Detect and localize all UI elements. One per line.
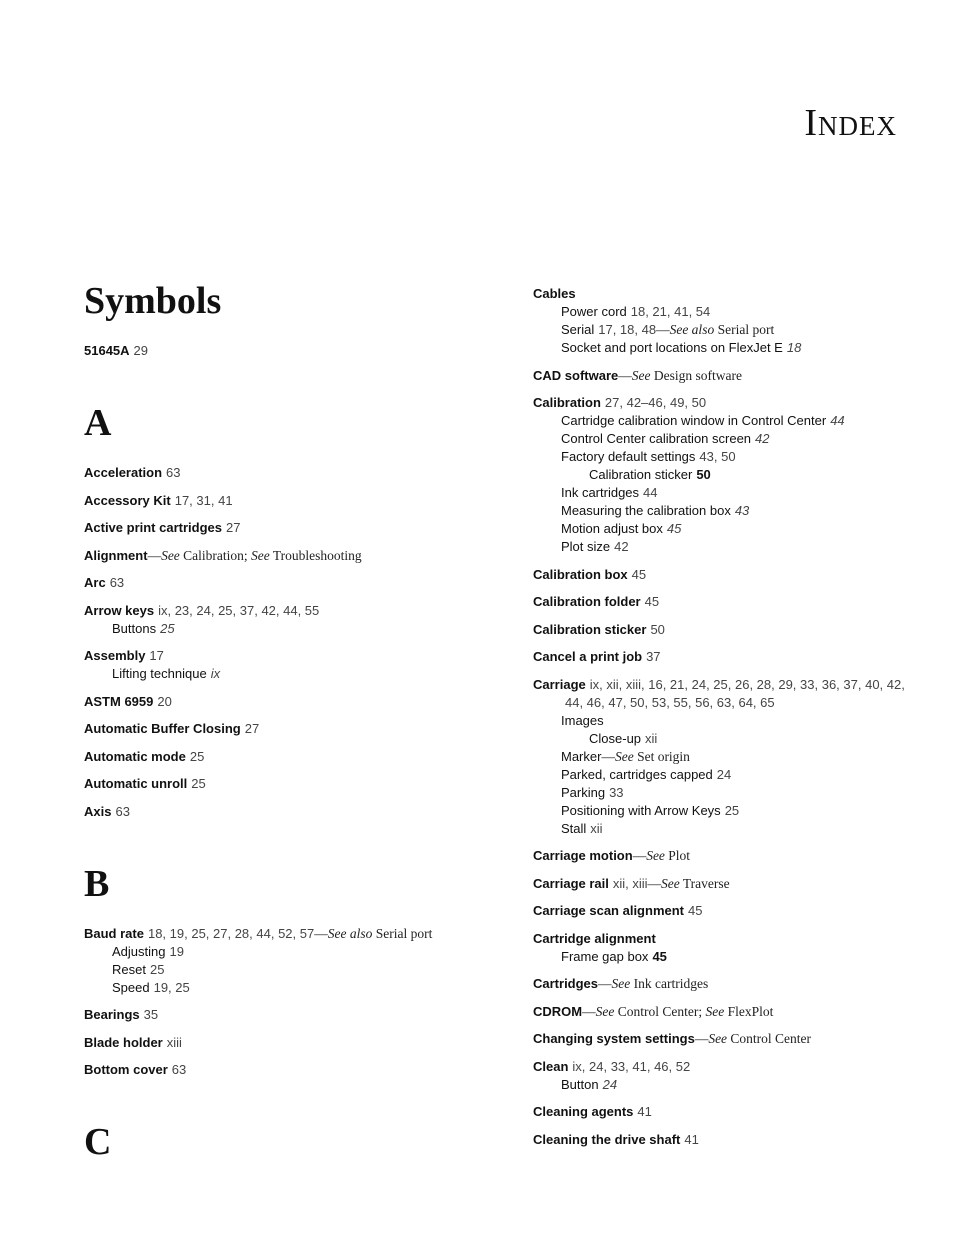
entry-line: [84, 647, 504, 665]
subentry-term: Close-up: [589, 730, 642, 746]
entry-line: [533, 1058, 923, 1076]
entry-line: [533, 1030, 923, 1048]
subentry-term: Cartridge calibration window in Control Center: [561, 413, 827, 428]
index-subentry: [533, 502, 923, 520]
subentry-pages: ix: [210, 666, 221, 681]
subentry-pages: 18: [786, 340, 802, 355]
subentry-pages: 18, 21, 41, 54: [630, 304, 711, 319]
entry-term: Cartridge alignment: [533, 930, 656, 946]
entry-line: [84, 693, 504, 711]
entry-term: Carriage motion: [533, 848, 633, 863]
index-subentry: [84, 620, 504, 638]
entry-line: [84, 574, 504, 592]
subentry-term: Motion adjust box: [561, 521, 663, 536]
entry-line: [533, 1003, 923, 1021]
subentry-term: Serial: [561, 322, 595, 337]
index-subentry: [84, 979, 504, 997]
index-entry: [84, 693, 504, 711]
index-subentry: [533, 712, 923, 730]
index-entry: [84, 720, 504, 738]
entry-term: Automatic Buffer Closing: [84, 721, 241, 736]
index-subentry: [533, 1076, 923, 1094]
see-label: See: [661, 875, 680, 891]
section-letter: Symbols: [84, 280, 222, 322]
index-subentry: [533, 730, 923, 748]
entry-pages: 27, 42–46, 49, 50: [604, 395, 707, 410]
see-reference: —See Ink cartridges: [598, 976, 709, 991]
entry-line: [84, 775, 504, 793]
entry-pages: 27: [244, 721, 260, 736]
subentry-pages: xii: [645, 730, 658, 746]
entry-pages: 63: [171, 1062, 187, 1077]
subentry-pages: 19, 25: [153, 979, 190, 995]
see-reference: —See also Serial port: [314, 925, 433, 941]
entry-line: [84, 748, 504, 766]
index-entry: [84, 803, 504, 821]
subentry-pages: 42: [755, 431, 770, 446]
index-entry: [533, 394, 923, 556]
see-reference: —See Traverse: [647, 875, 730, 891]
entry-pages: 63: [109, 575, 125, 590]
index-subentry: [84, 961, 504, 979]
entry-line: [533, 367, 923, 385]
see-label: See: [614, 748, 634, 764]
entry-pages: 37: [646, 649, 661, 664]
entry-term: Cables: [533, 286, 576, 301]
entry-pages: ix, 23, 24, 25, 37, 42, 44, 55: [158, 602, 320, 618]
subentry-term: Reset: [112, 961, 146, 977]
index-subentry: [533, 948, 923, 966]
entry-term: Bearings: [84, 1007, 140, 1022]
entry-term: Bottom cover: [84, 1062, 168, 1077]
entry-term: Cancel a print job: [533, 649, 643, 664]
entry-term: ASTM 6959: [84, 693, 154, 709]
see-label: See: [251, 547, 270, 563]
see-reference: —See Design software: [618, 367, 742, 383]
entry-pages: xii, xiii: [612, 875, 648, 891]
entry-term: Carriage scan alignment: [533, 903, 684, 918]
entry-line: [533, 1131, 923, 1149]
entry-pages: 29: [133, 343, 149, 358]
index-entry: [533, 1003, 923, 1021]
see-reference: —See Control Center; See FlexPlot: [582, 1003, 774, 1019]
entry-pages: 18, 19, 25, 27, 28, 44, 52, 57: [147, 925, 315, 941]
entry-term: Axis: [84, 803, 112, 819]
entry-term: Alignment: [84, 547, 148, 563]
index-entry: [84, 519, 504, 537]
index-entry: [84, 748, 504, 766]
see-label: See: [646, 848, 665, 863]
section-letter: C: [84, 1121, 112, 1163]
entry-line: [533, 930, 923, 948]
entry-line: [533, 593, 923, 611]
see-reference: —See also Serial port: [656, 322, 775, 337]
index-subentry: [533, 766, 923, 784]
subentry-pages: 24: [716, 766, 732, 782]
subentry-pages: 43: [734, 503, 750, 518]
see-label: See also: [327, 925, 373, 941]
index-subentry: [533, 538, 923, 556]
entry-pages: 63: [115, 803, 130, 819]
subentry-term: Marker: [561, 748, 602, 764]
subentry-term: Factory default settings: [561, 449, 696, 464]
entry-line: [533, 621, 923, 639]
subentry-pages: 25: [724, 802, 740, 818]
entry-term: Calibration folder: [533, 594, 641, 609]
subentry-term: Control Center calibration screen: [561, 431, 752, 446]
entry-term: Changing system settings: [533, 1031, 695, 1046]
entry-line: [533, 1103, 923, 1121]
entry-line: [84, 519, 504, 537]
entry-pages: ix, 24, 33, 41, 46, 52: [572, 1058, 691, 1074]
index-entry: [84, 492, 504, 510]
entry-pages: 17, 31, 41: [174, 492, 233, 508]
entry-line: [84, 720, 504, 738]
entry-term: Baud rate: [84, 925, 144, 941]
entry-term: Carriage: [533, 676, 586, 692]
subentry-term: Positioning with Arrow Keys: [561, 802, 721, 818]
index-entry: [533, 875, 923, 893]
index-subentry: [533, 748, 923, 766]
entry-term: 51645A: [84, 343, 130, 358]
entry-line: [84, 1061, 504, 1079]
subentry-term: Socket and port locations on FlexJet E: [561, 340, 783, 355]
entry-term: Clean: [533, 1058, 569, 1074]
entry-term: Active print cartridges: [84, 520, 222, 535]
see-reference: —See Plot: [632, 848, 691, 863]
subentry-pages: 25: [149, 961, 165, 977]
index-subentry: [533, 321, 923, 339]
entry-line: [533, 285, 923, 303]
entry-pages: 35: [143, 1007, 159, 1022]
entry-pages-continued: 44, 46, 47, 50, 53, 55, 56, 63, 64, 65: [565, 694, 775, 710]
subentry-term: Power cord: [561, 304, 627, 319]
index-entry: [84, 547, 504, 565]
index-entry: [84, 464, 504, 482]
entry-line: [84, 925, 504, 943]
entry-line: [533, 902, 923, 920]
see-reference: —See Calibration; See Troubleshooting: [147, 547, 362, 563]
see-label: See: [705, 1003, 725, 1019]
entry-line: [84, 1006, 504, 1024]
subentry-term: Adjusting: [112, 943, 166, 959]
index-entry: [533, 593, 923, 611]
entry-pages: 25: [191, 776, 206, 791]
entry-pages: 20: [157, 693, 172, 709]
index-entry: [533, 1131, 923, 1149]
see-reference: —See Control Center: [694, 1031, 812, 1046]
index-entry: [84, 1034, 504, 1052]
index-subentry: [533, 520, 923, 538]
entry-line: [84, 547, 504, 565]
index-entry: [533, 676, 923, 838]
subentry-pages: 33: [609, 784, 624, 800]
entry-term: Arrow keys: [84, 602, 155, 618]
entry-line: [84, 803, 504, 821]
section-letter: B: [84, 862, 110, 905]
index-section: [84, 280, 504, 360]
subentry-term: Plot size: [561, 539, 611, 554]
index-entry: [84, 775, 504, 793]
subentry-pages: 50: [696, 467, 711, 482]
entry-term: Cleaning agents: [533, 1104, 634, 1119]
subentry-pages: 44: [643, 485, 658, 500]
entry-term: Automatic unroll: [84, 776, 188, 791]
subentry-pages: 44: [830, 413, 845, 428]
subentry-pages: 42: [614, 539, 629, 554]
entry-pages: ix, xii, xiii, 16, 21, 24, 25, 26, 28, 29, 33, 36, 37, 40, 42,: [589, 676, 905, 692]
index-entry: [533, 1030, 923, 1048]
index-entry: [533, 566, 923, 584]
index-subentry: [533, 820, 923, 838]
entry-term: Accessory Kit: [84, 492, 171, 508]
index-subentry: [533, 430, 923, 448]
entry-line: [533, 676, 923, 694]
section-letter: A: [84, 402, 112, 444]
entry-line: [84, 464, 504, 482]
index-section: [84, 863, 504, 1080]
subentry-pages: 45: [652, 948, 667, 964]
entry-pages: 41: [637, 1104, 652, 1119]
subentry-pages: 45: [666, 521, 682, 536]
entry-term: Calibration box: [533, 566, 628, 582]
subentry-term: Images: [561, 712, 604, 728]
index-entry: [533, 285, 923, 357]
entry-term: Carriage rail: [533, 875, 609, 891]
see-label: See: [595, 1003, 615, 1019]
index-subentry: [533, 484, 923, 502]
subentry-term: Parking: [561, 784, 606, 800]
entry-pages: xiii: [166, 1034, 182, 1050]
entry-line: [84, 1034, 504, 1052]
entry-pages: 45: [631, 566, 647, 582]
subentry-pages: 25: [160, 620, 175, 636]
subentry-term: Buttons: [112, 620, 157, 636]
entry-term: Blade holder: [84, 1034, 163, 1050]
index-entry: [84, 925, 504, 997]
index-subentry: [533, 412, 923, 430]
entry-term: Calibration: [533, 395, 601, 410]
subentry-term: Speed: [112, 979, 150, 995]
entry-line: [533, 847, 923, 865]
index-entry: [533, 902, 923, 920]
see-reference: —See Set origin: [601, 748, 690, 764]
index-section: [84, 402, 504, 821]
subentry-pages: 24: [602, 1076, 618, 1092]
entry-term: Arc: [84, 575, 106, 590]
index-entry: [84, 1061, 504, 1079]
index-entry: [533, 1103, 923, 1121]
entry-line: [533, 975, 923, 993]
entry-term: CAD software: [533, 367, 619, 383]
index-column-right: [533, 285, 923, 1158]
entry-line: [533, 648, 923, 666]
entry-pages: 17: [149, 648, 164, 663]
subentry-term: Frame gap box: [561, 948, 649, 964]
entry-term: Assembly: [84, 648, 146, 663]
see-label: See also: [669, 322, 715, 337]
index-entry: [84, 602, 504, 638]
subentry-term: Stall: [561, 820, 587, 836]
page-title: Index: [804, 102, 897, 144]
subentry-term: Button: [561, 1076, 599, 1092]
index-entry: [533, 930, 923, 966]
entry-term: Cleaning the drive shaft: [533, 1131, 681, 1147]
index-entry: [533, 847, 923, 865]
entry-term: Automatic mode: [84, 748, 186, 764]
index-entry: [533, 367, 923, 385]
index-subentry: [84, 943, 504, 961]
entry-pages: 50: [650, 621, 665, 637]
entry-line: [84, 602, 504, 620]
see-label: See: [611, 976, 631, 991]
entry-pages: 45: [688, 903, 703, 918]
index-entry: [533, 975, 923, 993]
index-subentry: [533, 802, 923, 820]
entry-term: Acceleration: [84, 465, 163, 480]
index-column-left: [84, 280, 504, 1183]
index-subentry: [533, 784, 923, 802]
subentry-term: Parked, cartridges capped: [561, 766, 713, 782]
see-label: See: [708, 1031, 728, 1046]
index-section: [84, 1121, 504, 1163]
entry-term: CDROM: [533, 1003, 583, 1019]
entry-pages: 63: [166, 465, 181, 480]
entry-term: Cartridges: [533, 976, 599, 991]
entry-pages: 45: [644, 594, 660, 609]
entry-pages: 41: [684, 1131, 699, 1147]
index-entry: [84, 342, 504, 360]
index-entry: [84, 1006, 504, 1024]
entry-pages: 27: [226, 520, 241, 535]
entry-line: [533, 875, 923, 893]
entry-line: [533, 394, 923, 412]
index-entry: [533, 621, 923, 639]
entry-line: [533, 566, 923, 584]
subentry-pages: xii: [590, 820, 603, 836]
subentry-pages: 43, 50: [699, 449, 736, 464]
subentry-term: Measuring the calibration box: [561, 503, 731, 518]
subentry-pages: 17, 18, 48: [598, 322, 657, 337]
index-entry: [84, 647, 504, 683]
see-label: See: [161, 547, 180, 563]
index-entry: [533, 648, 923, 666]
index-subentry: [84, 665, 504, 683]
entry-line: [84, 342, 504, 360]
entry-pages: 25: [189, 748, 205, 764]
index-subentry: [533, 303, 923, 321]
see-label: See: [631, 367, 651, 383]
entry-term: Calibration sticker: [533, 621, 647, 637]
index-subentry: [533, 466, 923, 484]
subentry-term: Lifting technique: [112, 666, 207, 681]
subentry-term: Calibration sticker: [589, 467, 693, 482]
subentry-pages: 19: [169, 943, 184, 959]
index-entry: [533, 1058, 923, 1094]
index-entry: [84, 574, 504, 592]
index-subentry: [533, 339, 923, 357]
subentry-term: Ink cartridges: [561, 485, 640, 500]
entry-line: [84, 492, 504, 510]
index-subentry: [533, 448, 923, 466]
